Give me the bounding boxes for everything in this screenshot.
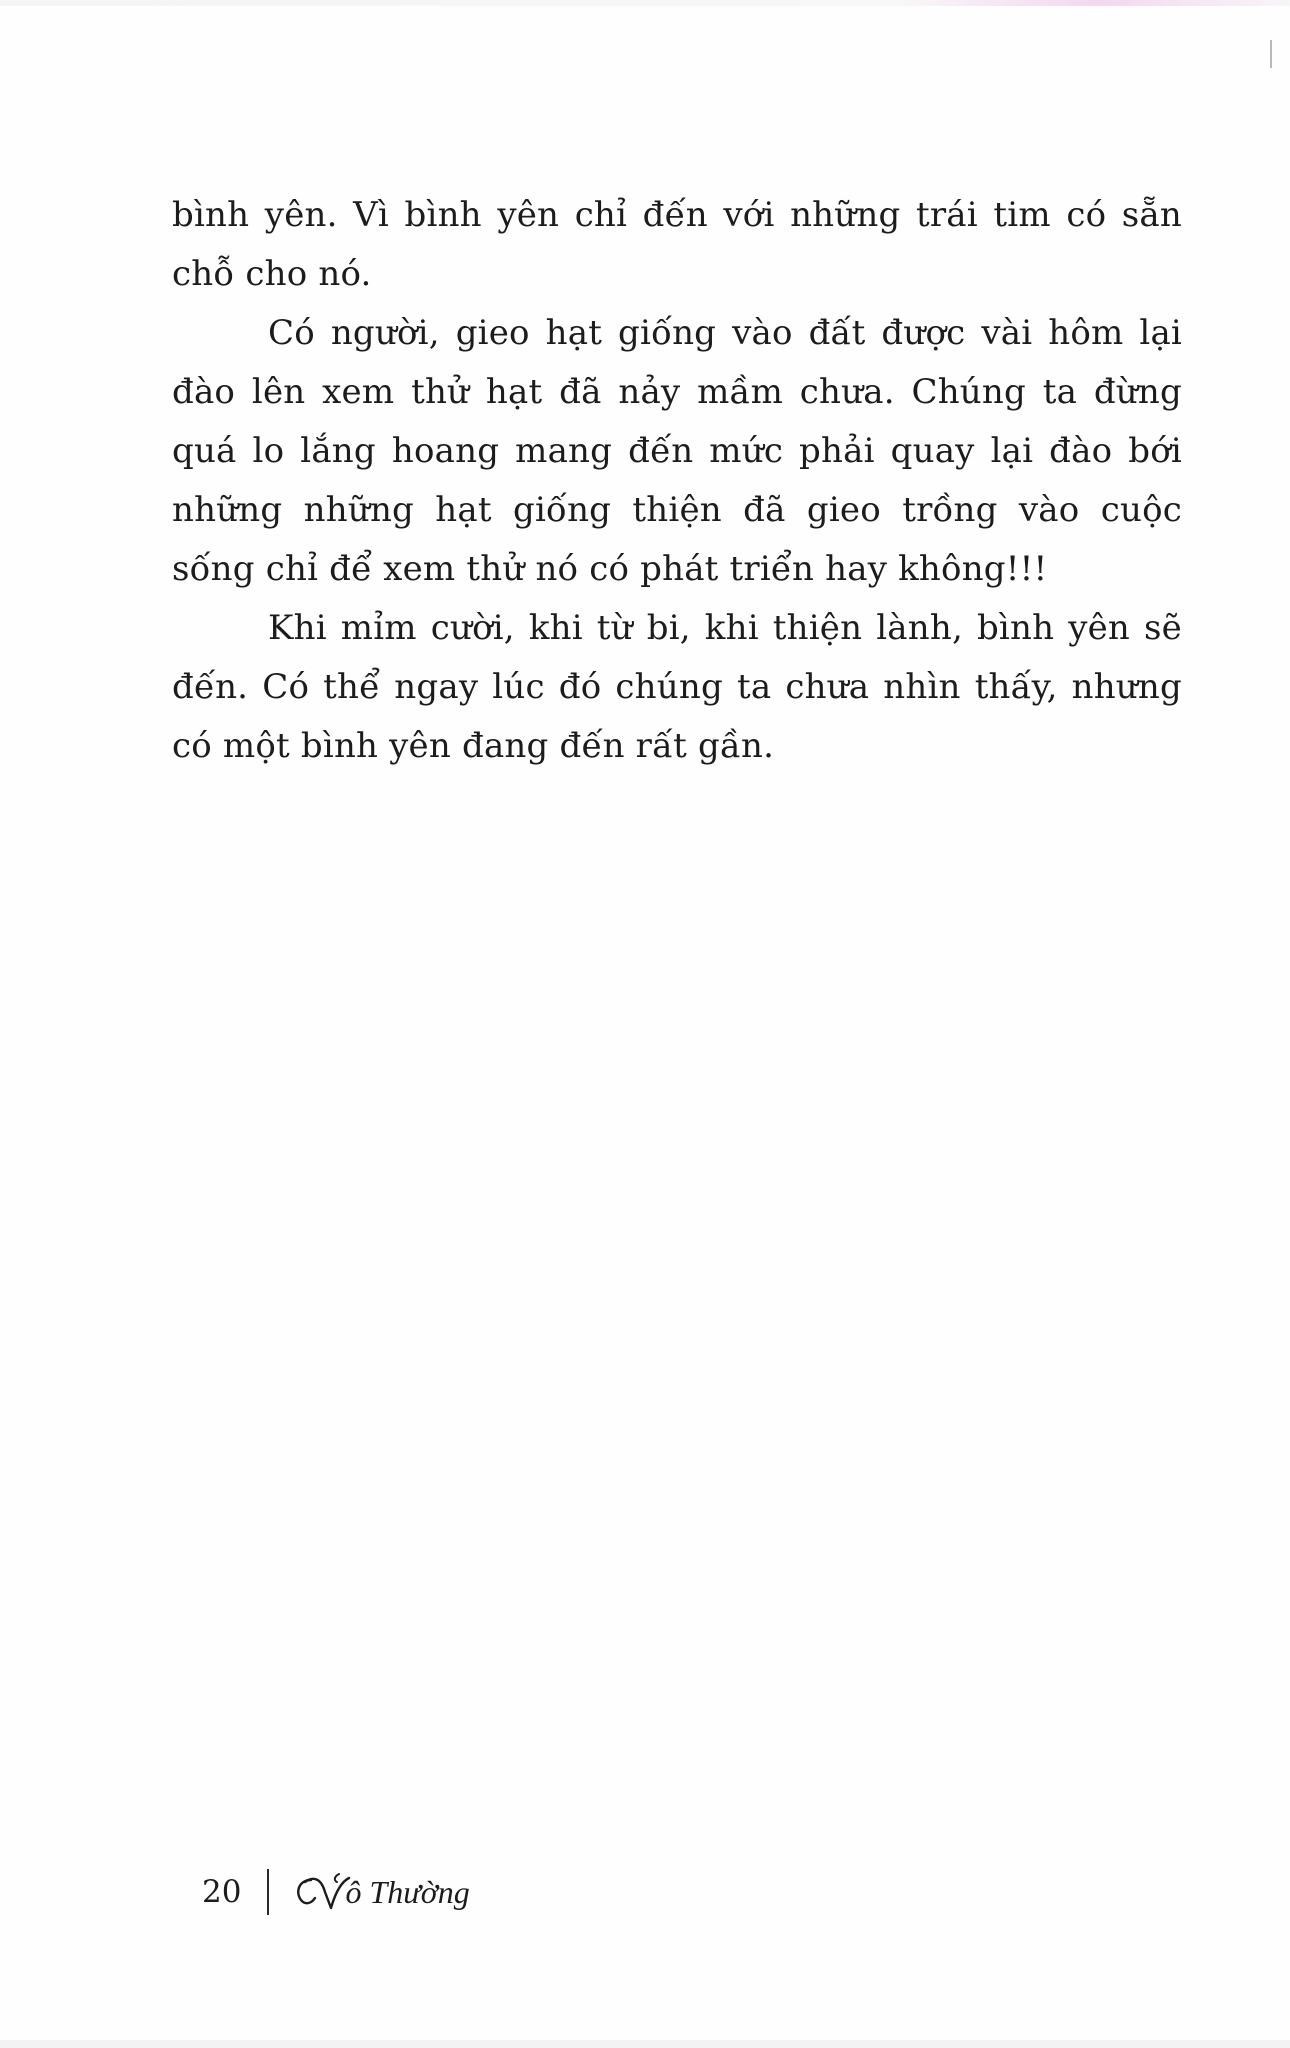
page-footer xyxy=(202,1868,470,1916)
scan-top-edge xyxy=(0,0,1290,6)
paragraph-3: Khi mỉm cười, khi từ bi, khi thiện lành, bình yên sẽ đến. Có thể ngay lúc đó chúng ta chưa nhìn thấy, nhưng có một bình yên đang đến rất gần. xyxy=(172,608,1182,766)
scan-bottom-edge xyxy=(0,2040,1290,2048)
footer-divider xyxy=(267,1869,269,1915)
author-logo xyxy=(291,1868,351,1916)
paragraph-2: Có người, gieo hạt giống vào đất được vài hôm lại đào lên xem thử hạt đã nảy mầm chưa. Chúng ta đừng quá lo lắng hoang mang đến mức phải quay lại đào bới những những hạt giống thiện đã gieo trồng vào cuộc sống chỉ để xem thử nó có phát triển hay không!!! xyxy=(172,313,1182,589)
paragraph-1: bình yên. Vì bình yên chỉ đến với những trái tim có sẵn chỗ cho nó. xyxy=(172,195,1182,294)
scan-edge-mark xyxy=(1270,40,1272,68)
body-text xyxy=(172,186,1182,776)
author-name: ô Thường xyxy=(345,1873,470,1910)
page-number: 20 xyxy=(202,1874,242,1910)
